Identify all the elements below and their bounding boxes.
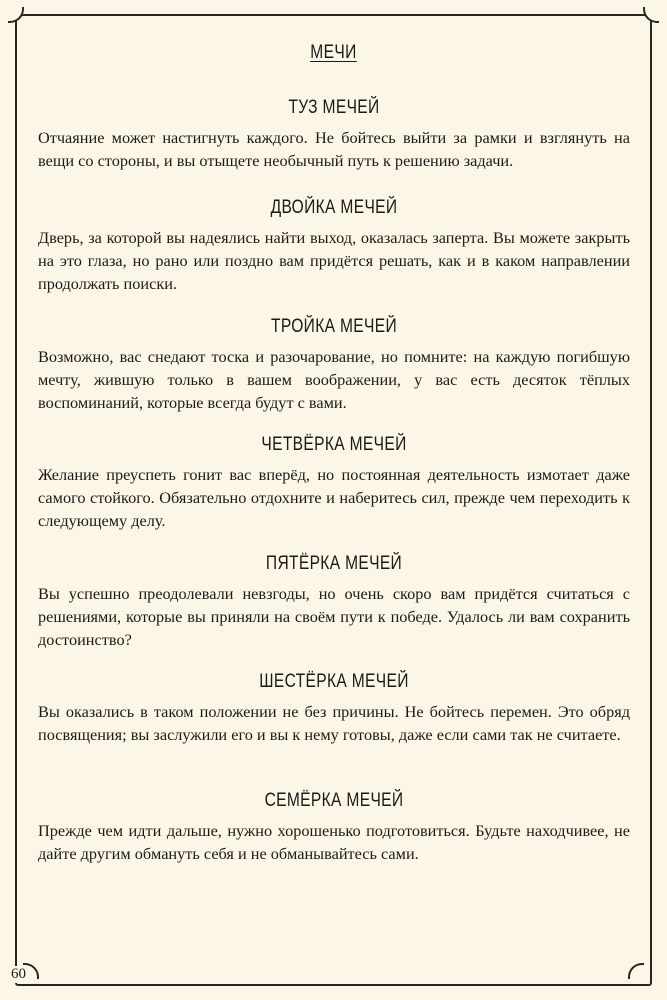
section-text: Вы оказались в таком положении не без причины. Не бойтесь перемен. Это обряд посвящения; вы заслужили его и вы к нему готовы, даже если сами так не считаете.	[38, 702, 630, 744]
page-number: 60	[11, 966, 26, 982]
section-text: Отчаяние может настигнуть каждого. Не бойтесь выйти за рамки и взглянуть на вещи со стороны, и вы отыщете необычный путь к решению задачи.	[38, 128, 630, 170]
page-title: МЕЧИ	[310, 42, 357, 63]
frame-corner-bottom-right	[628, 963, 644, 979]
section-six-of-swords	[38, 670, 630, 746]
section-four-of-swords	[38, 433, 630, 532]
section-ace-of-swords	[38, 96, 630, 172]
section-heading: СЕМЁРКА МЕЧЕЙ	[264, 790, 404, 811]
section-heading: ДВОЙКА МЕЧЕЙ	[270, 197, 398, 218]
section-heading: ПЯТЁРКА МЕЧЕЙ	[265, 553, 403, 574]
section-three-of-swords	[38, 315, 630, 414]
section-two-of-swords	[38, 196, 630, 295]
section-text: Прежде чем идти дальше, нужно хорошенько подготовиться. Будьте находчивее, не дайте другим обмануть себя и не обманывайтесь сами.	[38, 821, 630, 863]
section-text: Желание преуспеть гонит вас вперёд, но постоянная деятельность измотает даже самого стойкого. Обязательно отдохните и наберитесь сил, прежде чем переходить к следующему делу.	[38, 465, 630, 530]
section-text: Возможно, вас снедают тоска и разочарование, но помните: на каждую погибшую мечту, жившую только в вашем воображении, у вас есть десяток тёплых воспоминаний, которые всегда будут с вами.	[38, 347, 630, 412]
section-seven-of-swords	[38, 789, 630, 865]
section-heading: ТРОЙКА МЕЧЕЙ	[271, 316, 397, 337]
section-heading: ЧЕТВЁРКА МЕЧЕЙ	[261, 434, 407, 455]
section-text: Дверь, за которой вы надеялись найти выход, оказалась заперта. Вы можете закрыть на это глаза, но рано или поздно вам придётся решать, как и в каком направлении продолжать поиски.	[38, 228, 630, 293]
section-heading: ТУЗ МЕЧЕЙ	[288, 97, 380, 118]
section-text: Вы успешно преодолевали невзгоды, но очень скоро вам придётся считаться с решениями, которые вы приняли на своём пути к победе. Удалось ли вам сохранить достоинство?	[38, 584, 630, 649]
section-heading: ШЕСТЁРКА МЕЧЕЙ	[259, 671, 409, 692]
section-five-of-swords	[38, 552, 630, 651]
